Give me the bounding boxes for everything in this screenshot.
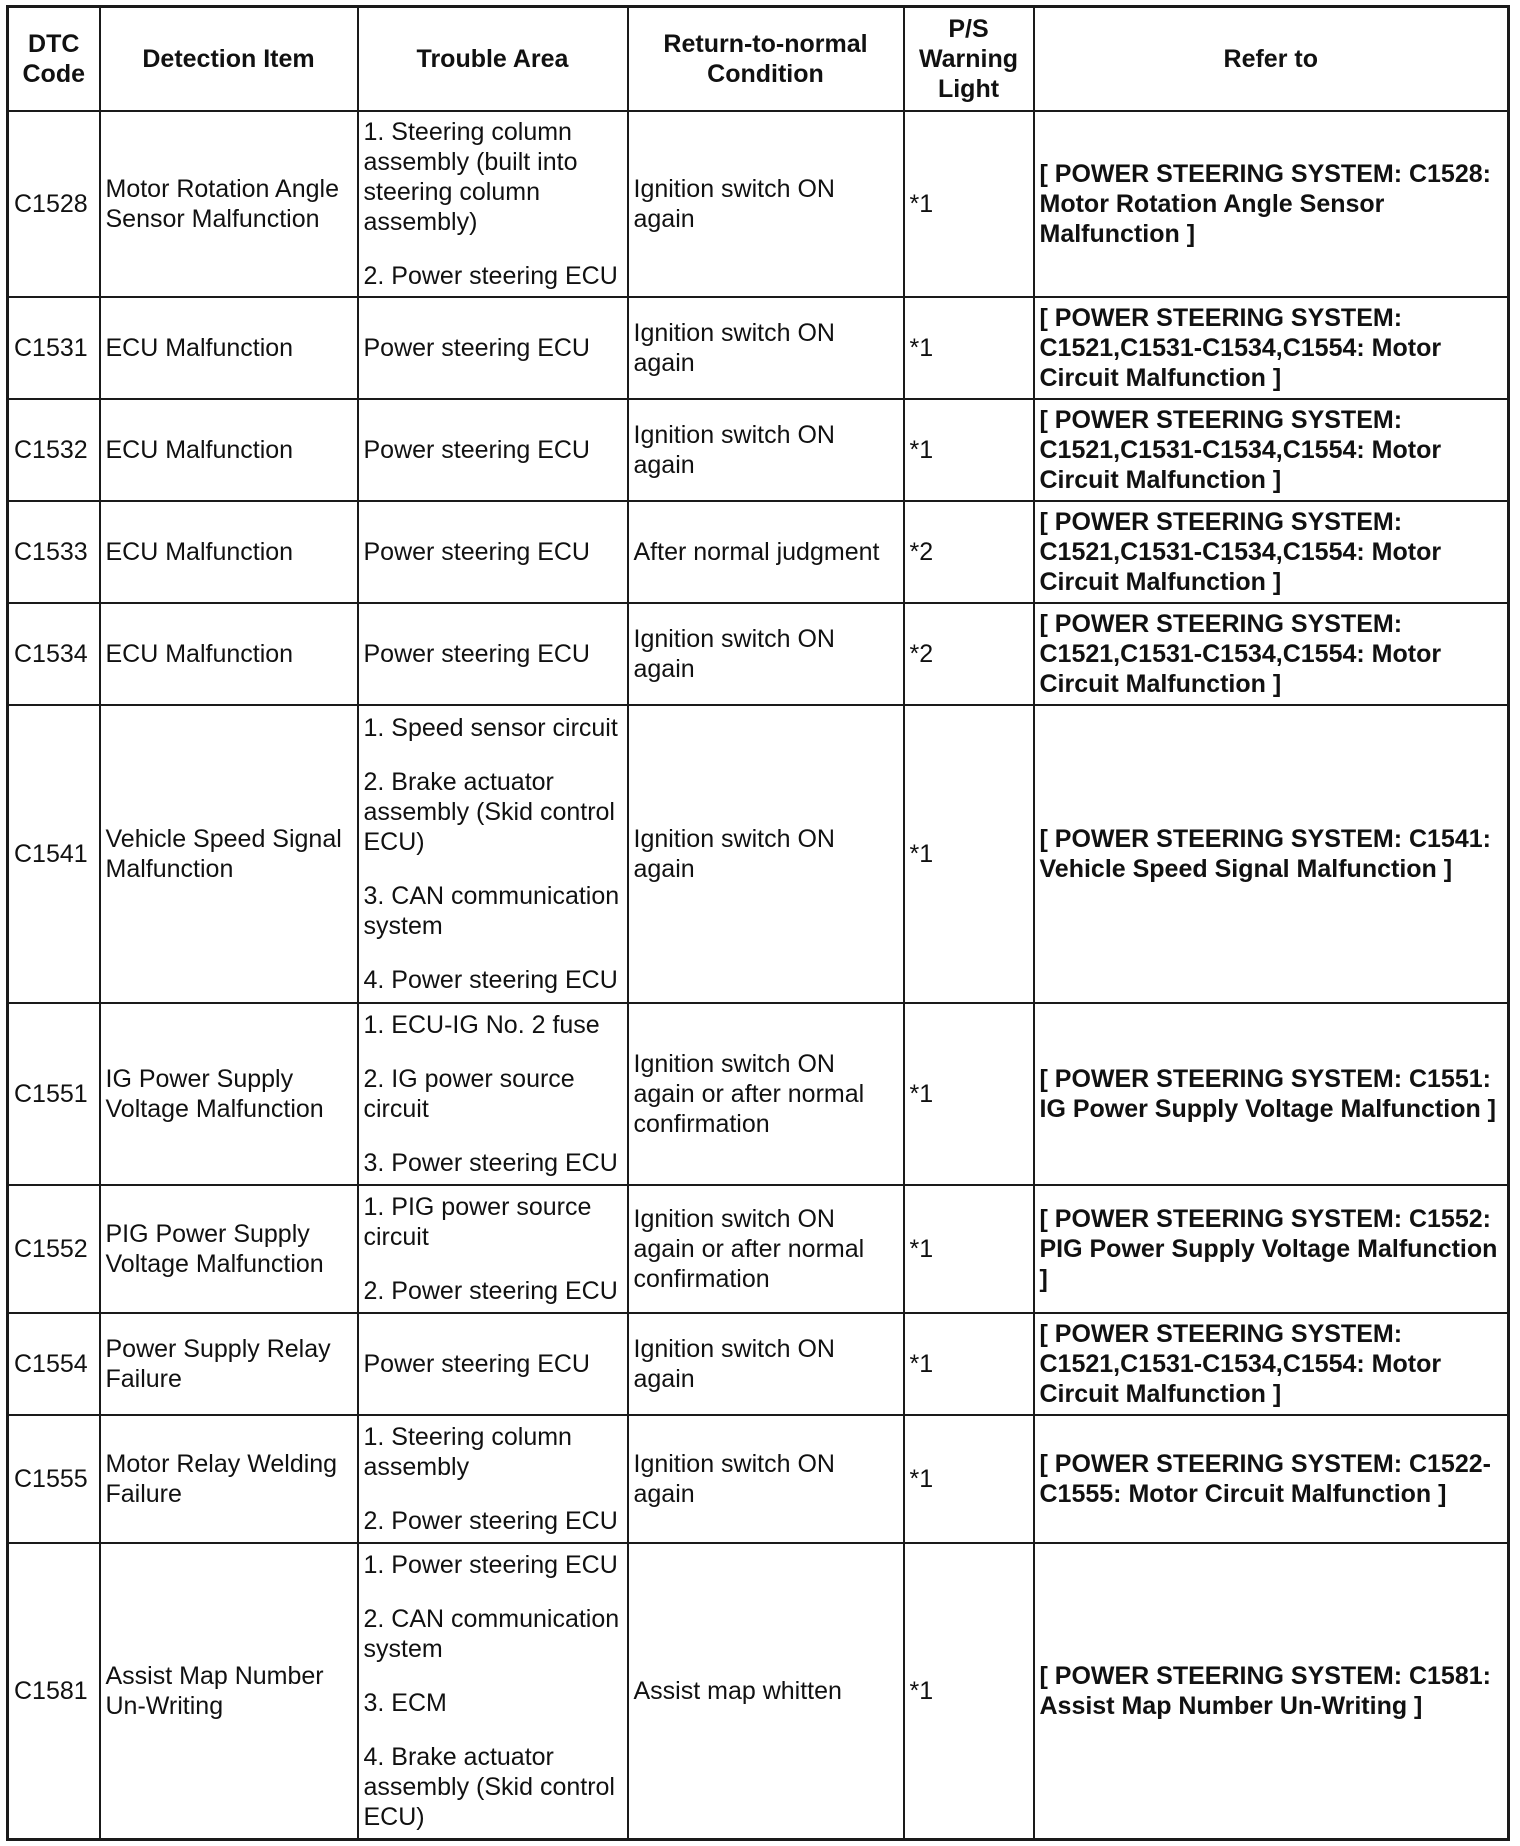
dtc-code: C1551: [8, 1003, 100, 1185]
table-row: [8, 1415, 1509, 1543]
trouble-area-item: Power steering ECU: [363, 639, 590, 668]
trouble-area: [358, 501, 628, 603]
trouble-area-item: 3. CAN communication system: [363, 881, 620, 940]
refer-to-link[interactable]: [ POWER STEERING SYSTEM: C1521,C1531-C1534,C1554: Motor Circuit Malfunction ]: [1034, 603, 1509, 705]
refer-to-link[interactable]: [ POWER STEERING SYSTEM: C1521,C1531-C1534,C1554: Motor Circuit Malfunction ]: [1034, 1313, 1509, 1415]
table-row: [8, 1185, 1509, 1313]
return-condition: Ignition switch ON again: [628, 603, 904, 705]
trouble-area: [358, 603, 628, 705]
header-light-line3: Light: [937, 74, 1000, 103]
warning-light: *1: [904, 1185, 1034, 1313]
dtc-code: C1555: [8, 1415, 100, 1543]
warning-light: *1: [904, 1543, 1034, 1840]
warning-light: *1: [904, 111, 1034, 297]
warning-light: *1: [904, 399, 1034, 501]
detection-item: Assist Map Number Un-Writing: [100, 1543, 358, 1840]
trouble-area: [358, 1313, 628, 1415]
return-condition: Ignition switch ON again: [628, 399, 904, 501]
refer-to-link[interactable]: [ POWER STEERING SYSTEM: C1522-C1555: Motor Circuit Malfunction ]: [1034, 1415, 1509, 1543]
header-refer-to: Refer to: [1034, 7, 1509, 111]
dtc-code: C1552: [8, 1185, 100, 1313]
return-condition: After normal judgment: [628, 501, 904, 603]
trouble-area-item: 2. IG power source circuit: [363, 1064, 575, 1123]
trouble-area-item: Power steering ECU: [363, 537, 590, 566]
refer-to-link[interactable]: [ POWER STEERING SYSTEM: C1552: PIG Power Supply Voltage Malfunction ]: [1034, 1185, 1509, 1313]
dtc-code: C1541: [8, 705, 100, 1003]
dtc-code: C1531: [8, 297, 100, 399]
trouble-area: [358, 297, 628, 399]
return-condition: Ignition switch ON again or after normal confirmation: [628, 1185, 904, 1313]
header-return-condition: [628, 7, 904, 111]
table-row: [8, 297, 1509, 399]
header-dtc-code-line2: Code: [22, 59, 85, 88]
header-warning-light: [904, 7, 1034, 111]
table-row: [8, 1003, 1509, 1185]
dtc-code: C1532: [8, 399, 100, 501]
table-row: [8, 705, 1509, 1003]
trouble-area-item: 2. Power steering ECU: [363, 261, 618, 290]
trouble-area: [358, 1003, 628, 1185]
warning-light: *1: [904, 1003, 1034, 1185]
return-condition: Ignition switch ON again: [628, 111, 904, 297]
table-row: [8, 501, 1509, 603]
detection-item: Motor Relay Welding Failure: [100, 1415, 358, 1543]
warning-light: *2: [904, 603, 1034, 705]
trouble-area: [358, 111, 628, 297]
trouble-area-item: 1. Power steering ECU: [363, 1550, 618, 1579]
warning-light: *1: [904, 1415, 1034, 1543]
refer-to-link[interactable]: [ POWER STEERING SYSTEM: C1521,C1531-C1534,C1554: Motor Circuit Malfunction ]: [1034, 399, 1509, 501]
dtc-code: C1528: [8, 111, 100, 297]
detection-item: IG Power Supply Voltage Malfunction: [100, 1003, 358, 1185]
trouble-area-item: 4. Power steering ECU: [363, 965, 618, 994]
return-condition: Ignition switch ON again: [628, 705, 904, 1003]
trouble-area: [358, 399, 628, 501]
trouble-area: [358, 705, 628, 1003]
header-dtc-code: [8, 7, 100, 111]
header-trouble-area: Trouble Area: [358, 7, 628, 111]
header-return-line1: Return-to-normal: [663, 29, 868, 58]
dtc-code: C1534: [8, 603, 100, 705]
warning-light: *1: [904, 705, 1034, 1003]
trouble-area-item: Power steering ECU: [363, 435, 590, 464]
return-condition: Ignition switch ON again or after normal confirmation: [628, 1003, 904, 1185]
trouble-area: [358, 1415, 628, 1543]
refer-to-link[interactable]: [ POWER STEERING SYSTEM: C1521,C1531-C1534,C1554: Motor Circuit Malfunction ]: [1034, 501, 1509, 603]
refer-to-link[interactable]: [ POWER STEERING SYSTEM: C1551: IG Power Supply Voltage Malfunction ]: [1034, 1003, 1509, 1185]
refer-to-link[interactable]: [ POWER STEERING SYSTEM: C1541: Vehicle Speed Signal Malfunction ]: [1034, 705, 1509, 1003]
dtc-code: C1554: [8, 1313, 100, 1415]
trouble-area-item: 3. Power steering ECU: [363, 1148, 618, 1177]
refer-to-link[interactable]: [ POWER STEERING SYSTEM: C1521,C1531-C1534,C1554: Motor Circuit Malfunction ]: [1034, 297, 1509, 399]
trouble-area-item: 2. Power steering ECU: [363, 1506, 618, 1535]
detection-item: ECU Malfunction: [100, 297, 358, 399]
dtc-code: C1533: [8, 501, 100, 603]
refer-to-link[interactable]: [ POWER STEERING SYSTEM: C1528: Motor Rotation Angle Sensor Malfunction ]: [1034, 111, 1509, 297]
trouble-area-item: 1. Speed sensor circuit: [363, 713, 618, 742]
dtc-code: C1581: [8, 1543, 100, 1840]
trouble-area-item: 2. CAN communication system: [363, 1604, 620, 1663]
dtc-table: [6, 5, 1510, 1841]
trouble-area-item: 1. PIG power source circuit: [363, 1192, 592, 1251]
refer-to-link[interactable]: [ POWER STEERING SYSTEM: C1581: Assist Map Number Un-Writing ]: [1034, 1543, 1509, 1840]
detection-item: Power Supply Relay Failure: [100, 1313, 358, 1415]
return-condition: Assist map whitten: [628, 1543, 904, 1840]
warning-light: *2: [904, 501, 1034, 603]
trouble-area-item: 1. Steering column assembly (built into steering column assembly): [363, 117, 578, 236]
table-row: [8, 1313, 1509, 1415]
trouble-area-item: 4. Brake actuator assembly (Skid control ECU): [363, 1742, 615, 1831]
warning-light: *1: [904, 1313, 1034, 1415]
trouble-area-item: 1. Steering column assembly: [363, 1422, 572, 1481]
table-row: [8, 1543, 1509, 1840]
header-detection-item: Detection Item: [100, 7, 358, 111]
return-condition: Ignition switch ON again: [628, 297, 904, 399]
trouble-area-item: 2. Power steering ECU: [363, 1276, 618, 1305]
detection-item: ECU Malfunction: [100, 603, 358, 705]
trouble-area: [358, 1543, 628, 1840]
table-row: [8, 111, 1509, 297]
detection-item: Motor Rotation Angle Sensor Malfunction: [100, 111, 358, 297]
trouble-area-item: 2. Brake actuator assembly (Skid control ECU): [363, 767, 615, 856]
trouble-area: [358, 1185, 628, 1313]
return-condition: Ignition switch ON again: [628, 1415, 904, 1543]
detection-item: PIG Power Supply Voltage Malfunction: [100, 1185, 358, 1313]
detection-item: ECU Malfunction: [100, 501, 358, 603]
header-dtc-code-line1: DTC: [28, 29, 80, 58]
table-row: [8, 603, 1509, 705]
trouble-area-item: 3. ECM: [363, 1688, 447, 1717]
warning-light: *1: [904, 297, 1034, 399]
trouble-area-item: Power steering ECU: [363, 1349, 590, 1378]
header-return-line2: Condition: [707, 59, 824, 88]
header-light-line1: P/S: [948, 14, 989, 43]
detection-item: ECU Malfunction: [100, 399, 358, 501]
return-condition: Ignition switch ON again: [628, 1313, 904, 1415]
header-light-line2: Warning: [918, 44, 1019, 73]
dtc-table-container: [6, 5, 1507, 1836]
header-row: [8, 7, 1509, 111]
table-row: [8, 399, 1509, 501]
trouble-area-item: 1. ECU-IG No. 2 fuse: [363, 1010, 600, 1039]
detection-item: Vehicle Speed Signal Malfunction: [100, 705, 358, 1003]
trouble-area-item: Power steering ECU: [363, 333, 590, 362]
